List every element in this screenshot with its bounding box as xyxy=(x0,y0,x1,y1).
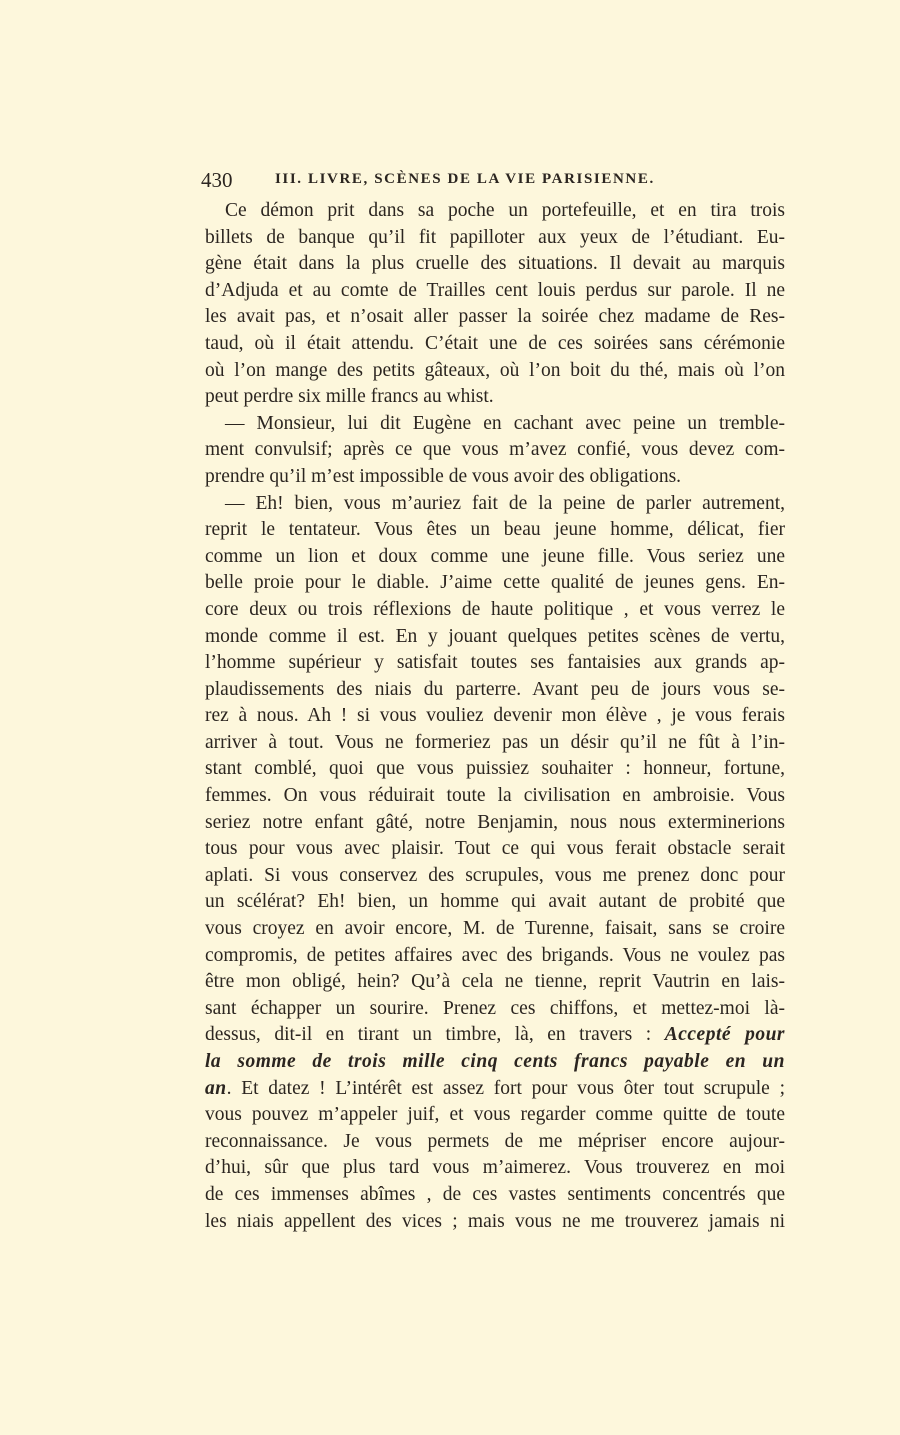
text-line xyxy=(205,889,785,916)
text-line xyxy=(205,331,785,358)
text-line xyxy=(205,1182,785,1209)
italic-text-segment: Accepté pour xyxy=(664,1024,785,1046)
text-segment: d’Adjuda et au comte de Trailles cent louis perdus sur parole. Il ne xyxy=(205,279,785,301)
text-segment: compromis, de petites affaires avec des brigands. Vous ne voulez pas xyxy=(205,944,785,966)
text-segment: plaudissements des niais du parterre. Avant peu de jours vous se- xyxy=(205,678,785,700)
text-line xyxy=(205,198,785,225)
text-segment: Ce démon prit dans sa poche un portefeuille, et en tira trois xyxy=(225,200,785,221)
text-segment: vous pouvez m’appeler juif, et vous regarder comme quitte de toute xyxy=(205,1104,785,1126)
text-line xyxy=(205,570,785,597)
text-segment: l’homme supérieur y satisfait toutes ses fantaisies aux grands ap- xyxy=(205,652,785,674)
text-line xyxy=(205,304,785,331)
text-segment: belle proie pour le diable. J’aime cette qualité de jeunes gens. En- xyxy=(205,572,785,594)
text-line xyxy=(205,810,785,837)
text-line xyxy=(205,358,785,385)
text-segment: aplati. Si vous conservez des scrupules, vous me prenez donc pour xyxy=(205,864,785,886)
text-segment: gène était dans la plus cruelle des situations. Il devait au marquis xyxy=(205,253,785,275)
text-segment: seriez notre enfant gâté, notre Benjamin, nous nous exterminerions xyxy=(205,811,785,833)
text-segment: reprit le tentateur. Vous êtes un beau jeune homme, délicat, fier xyxy=(205,519,785,541)
text-segment: femmes. On vous réduirait toute la civilisation en ambroisie. Vous xyxy=(205,785,785,807)
running-head-title: III. LIVRE, SCÈNES DE LA VIE PARISIENNE. xyxy=(275,171,655,187)
text-line xyxy=(205,491,785,518)
italic-text-segment: an xyxy=(205,1077,227,1099)
text-line xyxy=(205,916,785,943)
text-line xyxy=(205,943,785,970)
text-segment: — Monsieur, lui dit Eugène en cachant avec peine un tremble- xyxy=(225,412,785,434)
text-line xyxy=(205,1076,785,1103)
running-header xyxy=(201,168,711,194)
text-line xyxy=(205,1102,785,1129)
text-line xyxy=(205,544,785,571)
text-segment: prendre qu’il m’est impossible de vous avoir des obligations. xyxy=(205,465,682,487)
text-line xyxy=(205,278,785,305)
text-line xyxy=(205,437,785,464)
text-line xyxy=(205,1022,785,1049)
text-segment: les avait pas, et n’osait aller passer la soirée chez madame de Res- xyxy=(205,306,785,328)
text-segment: taud, où il était attendu. C’était une de ces soirées sans cérémonie xyxy=(205,332,785,354)
text-line xyxy=(205,730,785,757)
text-line xyxy=(205,1209,785,1236)
page-number: 430 xyxy=(201,168,233,192)
text-line xyxy=(205,251,785,278)
text-line xyxy=(205,624,785,651)
text-segment: dessus, dit-il en tirant un timbre, là, en travers : xyxy=(205,1024,665,1046)
text-segment: billets de banque qu’il fit papilloter aux yeux de l’étudiant. Eu- xyxy=(205,226,785,248)
text-segment: reconnaissance. Je vous permets de me mépriser encore aujour- xyxy=(205,1130,785,1152)
text-line xyxy=(205,756,785,783)
text-segment: être mon obligé, hein? Qu’à cela ne tienne, reprit Vautrin en lais- xyxy=(205,971,785,993)
text-line xyxy=(205,836,785,863)
text-segment: rez à nous. Ah ! si vous vouliez devenir mon élève , je vous ferais xyxy=(205,705,785,727)
text-line xyxy=(205,384,785,411)
text-line xyxy=(205,464,785,491)
text-segment: peut perdre six mille francs au whist. xyxy=(205,386,494,408)
text-segment: où l’on mange des petits gâteaux, où l’on boit du thé, mais où l’on xyxy=(205,359,785,381)
text-segment: sant échapper un sourire. Prenez ces chiffons, et mettez-moi là- xyxy=(205,997,785,1019)
text-segment: d’hui, sûr que plus tard vous m’aimerez. Vous trouverez en moi xyxy=(205,1157,785,1179)
text-line xyxy=(205,225,785,252)
text-segment: monde comme il est. En y jouant quelques petites scènes de vertu, xyxy=(205,625,785,647)
text-line xyxy=(205,677,785,704)
text-line xyxy=(205,597,785,624)
text-segment: tous pour vous avec plaisir. Tout ce qui vous ferait obstacle serait xyxy=(205,838,785,860)
text-segment: — Eh! bien, vous m’auriez fait de la peine de parler autrement, xyxy=(225,492,785,514)
text-line xyxy=(205,783,785,810)
text-line xyxy=(205,650,785,677)
text-line xyxy=(205,863,785,890)
text-line xyxy=(205,996,785,1023)
text-segment: stant comblé, quoi que vous puissiez souhaiter : honneur, fortune, xyxy=(205,758,785,780)
text-segment: ment convulsif; après ce que vous m’avez confié, vous devez com- xyxy=(205,439,785,461)
text-segment: core deux ou trois réflexions de haute politique , et vous verrez le xyxy=(205,598,785,620)
text-line xyxy=(205,1049,785,1076)
text-segment: un scélérat? Eh! bien, un homme qui avait autant de probité que xyxy=(205,891,785,913)
body-text xyxy=(205,198,785,1235)
text-line xyxy=(205,517,785,544)
text-segment: de ces immenses abîmes , de ces vastes sentiments concentrés que xyxy=(205,1183,785,1205)
text-segment: les niais appellent des vices ; mais vous ne me trouverez jamais ni xyxy=(205,1210,785,1232)
text-line xyxy=(205,1129,785,1156)
text-segment: vous croyez en avoir encore, M. de Turenne, faisait, sans se croire xyxy=(205,918,785,940)
text-line xyxy=(205,703,785,730)
italic-text-segment: la somme de trois mille cinq cents francs payable en un xyxy=(205,1051,785,1072)
text-segment: comme un lion et doux comme une jeune fille. Vous seriez une xyxy=(205,545,785,567)
text-line xyxy=(205,411,785,438)
text-line xyxy=(205,969,785,996)
text-line xyxy=(205,1155,785,1182)
text-segment: . Et datez ! L’intérêt est assez fort pour vous ôter tout scrupule ; xyxy=(226,1077,785,1099)
text-segment: arriver à tout. Vous ne formeriez pas un désir qu’il ne fût à l’in- xyxy=(205,731,785,753)
